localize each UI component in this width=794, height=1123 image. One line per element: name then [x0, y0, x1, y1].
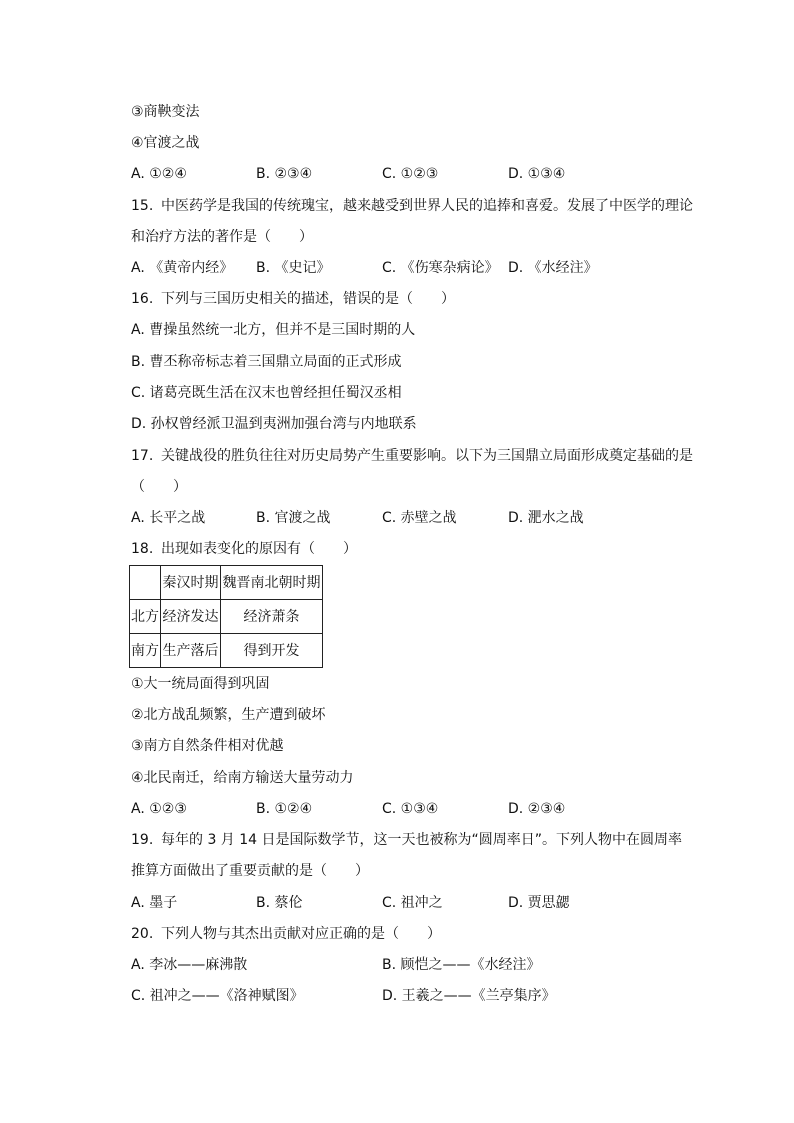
q19-stem-text: 每年的 3 月 14 日是国际数学节，这一天也被称为“圆周率日”。下列人物中在圆周率	[161, 832, 683, 848]
q18-stem-text: 出现如表变化的原因有（ ）	[161, 541, 357, 557]
q16-option-b: B. 曹丕称帝标志着三国鼎立局面的正式形成	[131, 354, 402, 370]
q18-stem	[131, 539, 357, 559]
table-cell: 南方	[130, 634, 161, 668]
q16-stem-text: 下列与三国历史相关的描述，错误的是（ ）	[161, 291, 455, 307]
q15-option-c: C. 《伤寒杂病论》	[382, 260, 499, 276]
q18-option-d: D. ②③④	[508, 801, 566, 817]
q20-number: 20.	[131, 926, 154, 942]
q18-option-c: C. ①③④	[382, 801, 439, 817]
table-cell: 经济萧条	[221, 600, 323, 634]
q18-item-1: ①大一统局面得到巩固	[131, 676, 270, 692]
q14-option-d: D. ①③④	[508, 166, 566, 182]
q20-option-a: A. 李冰——麻沸散	[131, 957, 248, 973]
q17-number: 17.	[131, 448, 154, 464]
q19-option-c: C. 祖冲之	[382, 895, 443, 911]
q20-stem-text: 下列人物与其杰出贡献对应正确的是（ ）	[161, 926, 441, 942]
q15-number: 15.	[131, 198, 154, 214]
q17-stem-text: 关键战役的胜负往往对历史局势产生重要影响。以下为三国鼎立局面形成奠定基础的是	[161, 448, 693, 464]
q19-option-d: D. 贾思勰	[508, 895, 570, 911]
table-header-cell: 秦汉时期	[161, 566, 221, 600]
q19-stem-line1	[131, 830, 682, 850]
q15-stem-line1	[131, 196, 693, 216]
table-header-cell	[130, 566, 161, 600]
q19-option-a: A. 墨子	[131, 895, 178, 911]
q15-option-b: B. 《史记》	[256, 260, 331, 276]
table-header-row	[130, 566, 323, 600]
q17-stem-line1	[131, 446, 693, 466]
table-row	[130, 600, 323, 634]
q20-stem	[131, 924, 441, 944]
q20-option-c: C. 祖冲之——《洛神赋图》	[131, 988, 304, 1004]
q15-option-a: A. 《黄帝内经》	[131, 260, 234, 276]
table-header-cell: 魏晋南北朝时期	[221, 566, 323, 600]
q18-item-2: ②北方战乱频繁，生产遭到破坏	[131, 707, 326, 723]
q19-number: 19.	[131, 832, 154, 848]
table-cell: 北方	[130, 600, 161, 634]
q18-item-4: ④北民南迁，给南方输送大量劳动力	[131, 770, 354, 786]
q15-stem-line2: 和治疗方法的著作是（ ）	[131, 229, 313, 245]
q18-item-3: ③南方自然条件相对优越	[131, 738, 284, 754]
q15-option-d: D. 《水经注》	[508, 260, 598, 276]
q18-number: 18.	[131, 541, 154, 557]
q14-option-c: C. ①②③	[382, 166, 439, 182]
q18-option-b: B. ①②④	[256, 801, 313, 817]
q17-option-b: B. 官渡之战	[256, 510, 331, 526]
q17-option-c: C. 赤壁之战	[382, 510, 457, 526]
q17-option-d: D. 淝水之战	[508, 510, 584, 526]
q14-option-b: B. ②③④	[256, 166, 313, 182]
table-cell: 经济发达	[161, 600, 221, 634]
table-cell: 生产落后	[161, 634, 221, 668]
q17-stem-line2: （ ）	[131, 479, 187, 495]
q18-option-a: A. ①②③	[131, 801, 187, 817]
q16-stem	[131, 289, 455, 309]
table-cell: 得到开发	[221, 634, 323, 668]
q20-option-b: B. 顾恺之——《水经注》	[382, 957, 541, 973]
q16-number: 16.	[131, 291, 154, 307]
q16-option-c: C. 诸葛亮既生活在汉末也曾经担任蜀汉丞相	[131, 385, 402, 401]
q19-option-b: B. 蔡伦	[256, 895, 303, 911]
q14-item-4: ④官渡之战	[131, 135, 200, 151]
q14-option-a: A. ①②④	[131, 166, 187, 182]
q15-stem-text: 中医药学是我国的传统瑰宝，越来越受到世界人民的追捧和喜爱。发展了中医学的理论	[161, 198, 693, 214]
q14-item-3: ③商鞅变法	[131, 104, 200, 120]
q20-option-d: D. 王羲之——《兰亭集序》	[382, 988, 556, 1004]
q18-table	[129, 565, 323, 668]
q17-option-a: A. 长平之战	[131, 510, 206, 526]
q16-option-d: D. 孙权曾经派卫温到夷洲加强台湾与内地联系	[131, 416, 417, 432]
q19-stem-line2: 推算方面做出了重要贡献的是（ ）	[131, 863, 369, 879]
q16-option-a: A. 曹操虽然统一北方，但并不是三国时期的人	[131, 322, 416, 338]
table-row	[130, 634, 323, 668]
